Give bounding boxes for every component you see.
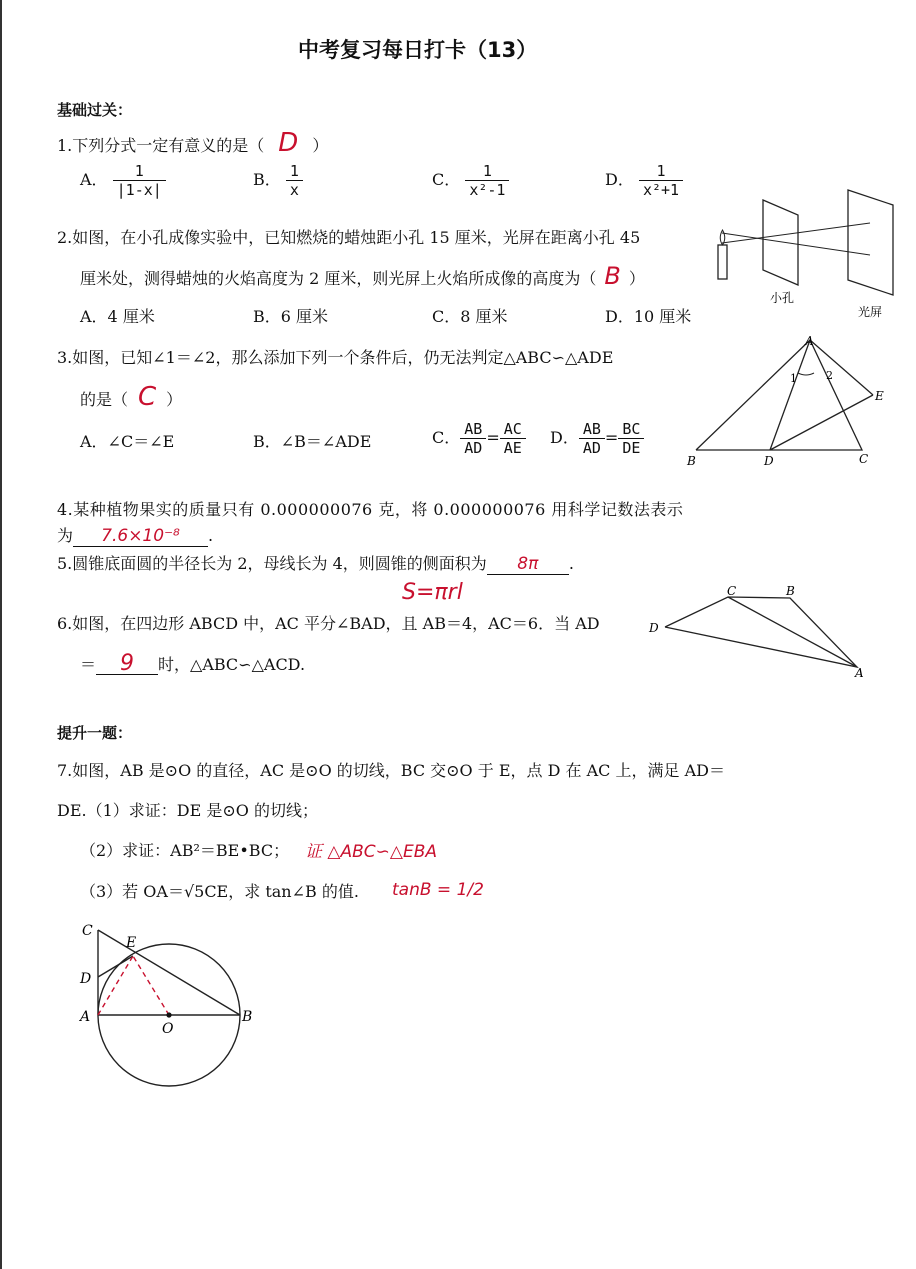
triangle-abc	[696, 340, 862, 450]
q1-option-c-fraction: $\frac{1}{\text{x²-1}}$	[465, 162, 509, 199]
q3-option-d-frac1: $\frac{AB}{AD}$	[579, 420, 605, 457]
q4-suffix: .	[208, 526, 214, 545]
q1-option-b-fraction: $\frac{1}{x}$	[286, 162, 303, 199]
label-d: D	[764, 454, 774, 468]
red-dashed-oe	[133, 956, 169, 1015]
q2-line2	[80, 262, 645, 290]
label-d: D	[80, 971, 92, 987]
label-b: B	[687, 454, 696, 468]
q4-line2	[57, 526, 213, 547]
q6-answer: 9	[96, 654, 158, 675]
label-e: E	[126, 935, 137, 951]
quad-abcd	[665, 597, 857, 667]
label-c: C	[727, 584, 737, 598]
q7-line2: DE.（1）求证：DE 是⊙O 的切线；	[57, 801, 318, 820]
q2-option-c: C．8 厘米	[432, 307, 508, 326]
hole-plate	[763, 200, 798, 285]
label-d: D	[649, 621, 659, 635]
segment-de	[98, 956, 133, 977]
label-c: C	[859, 452, 869, 466]
q1-stem-text: 1.下列分式一定有意义的是（	[57, 136, 265, 155]
q2-option-b: B．6 厘米	[253, 307, 329, 326]
segment-ac	[728, 597, 857, 667]
q3-close: ）	[166, 390, 183, 409]
q6-line1: 6.如图，在四边形 ABCD 中，AC 平分∠BAD，且 AB＝4，AC＝6．当 AD	[57, 614, 600, 633]
red-dashed-ae	[98, 956, 133, 1015]
q1-option-a-fraction: $\frac{1}{|1-x|}$	[113, 162, 166, 199]
q3-line2-text: 的是（	[80, 390, 129, 409]
q5-answer: 8π	[487, 554, 569, 575]
label-e: E	[875, 389, 884, 403]
section-basic-heading: 基础过关：	[57, 101, 133, 119]
page-title: 中考复习每日打卡（13）	[298, 38, 538, 62]
q7-note3: tanB = 1/2	[392, 880, 484, 900]
section-advanced-heading: 提升一题：	[57, 724, 133, 742]
angle-arc	[798, 373, 814, 375]
label-o: O	[162, 1021, 174, 1037]
q3-option-c	[432, 420, 526, 457]
candle-icon	[718, 245, 727, 279]
screen-plate	[848, 190, 893, 295]
label-a: A	[805, 335, 814, 348]
q1-answer: D	[278, 128, 299, 158]
q1-stem	[57, 128, 329, 158]
q1-option-b	[253, 162, 303, 199]
q2-line1: 2.如图，在小孔成像实验中，已知燃烧的蜡烛距小孔 15 厘米，光屏在距离小孔 45	[57, 228, 641, 247]
label-a: A	[855, 666, 864, 680]
page-left-border	[0, 0, 2, 1269]
label-angle2: 2	[826, 369, 833, 382]
q4-prefix: 为	[57, 526, 74, 545]
q1-option-d-fraction: $\frac{1}{\text{x²+1}}$	[639, 162, 683, 199]
q1-option-b-label: B．	[253, 170, 281, 189]
q3-line2	[80, 382, 183, 412]
q3-option-c-frac1: $\frac{AB}{AD}$	[460, 420, 486, 457]
q2-line2-text: 厘米处，测得蜡烛的火焰高度为 2 厘米，则光屏上火焰所成像的高度为（	[80, 269, 597, 288]
pinhole-figure	[708, 185, 908, 325]
hole-label: 小孔	[770, 291, 795, 305]
q2-option-d: D．10 厘米	[605, 307, 692, 326]
circle-figure-q7	[70, 915, 270, 1095]
q2-close: ）	[628, 269, 645, 288]
q1-option-a-label: A．	[80, 170, 108, 189]
q1-option-c-label: C．	[432, 170, 461, 189]
q3-option-d	[550, 420, 644, 457]
q2-option-a: A．4 厘米	[80, 307, 155, 326]
q5-note: S=πrl	[402, 580, 463, 605]
q1-close: ）	[312, 136, 329, 155]
q3-option-d-frac2: $\frac{BC}{DE}$	[618, 420, 644, 457]
q5-stem: 5.圆锥底面圆的半径长为 2，母线长为 4，则圆锥的侧面积为	[57, 554, 487, 573]
q5-suffix: .	[568, 554, 574, 573]
q3-option-c-eq: =	[486, 428, 500, 447]
q6-suffix: 时，△ABC∽△ACD.	[158, 655, 306, 674]
q7-part3: （3）若 OA＝√5CE，求 tan∠B 的值.	[80, 882, 359, 901]
label-c: C	[82, 923, 93, 939]
q1-option-c	[432, 162, 509, 199]
q2-answer: B	[604, 262, 621, 290]
q3-option-a: A．∠C＝∠E	[80, 432, 175, 451]
q1-option-d	[605, 162, 683, 199]
q7-line1: 7.如图，AB 是⊙O 的直径，AC 是⊙O 的切线，BC 交⊙O 于 E，点 D 在 AC 上，满足 AD＝	[57, 761, 725, 780]
q6-prefix: ＝	[80, 655, 97, 674]
q6-line2	[80, 651, 306, 676]
q3-option-d-label: D．	[550, 428, 579, 447]
quadrilateral-figure-q6	[645, 580, 875, 680]
label-b: B	[786, 584, 795, 598]
label-angle1: 1	[790, 372, 797, 385]
label-a: A	[80, 1009, 91, 1025]
center-point	[166, 1012, 171, 1017]
q7-note2: 证 △ABC∽△EBA	[305, 842, 437, 862]
q3-option-c-frac2: $\frac{AC}{AE}$	[500, 420, 526, 457]
q3-answer: C	[138, 382, 157, 412]
q7-part2: （2）求证：AB²＝BE•BC；	[80, 841, 290, 860]
q4-answer: 7.6×10⁻⁸	[73, 526, 208, 547]
q3-option-c-label: C．	[432, 428, 461, 447]
q3-option-d-eq: =	[604, 428, 619, 447]
q3-line1: 3.如图，已知∠1＝∠2，那么添加下列一个条件后，仍无法判定△ABC∽△ADE	[57, 348, 614, 367]
q1-option-d-label: D．	[605, 170, 634, 189]
q1-option-a	[80, 162, 166, 199]
label-b: B	[242, 1009, 253, 1025]
triangle-figure-q3	[680, 335, 890, 470]
q5-line	[57, 554, 574, 575]
segment-ad	[770, 340, 810, 450]
segment-ae	[810, 340, 873, 395]
q4-line1: 4.某种植物果实的质量只有 0.000000076 克，将 0.000000076 用科学记数法表示	[57, 500, 684, 519]
screen-label: 光屏	[858, 305, 883, 319]
q3-option-b: B．∠B＝∠ADE	[253, 432, 372, 451]
segment-bc	[98, 930, 240, 1015]
